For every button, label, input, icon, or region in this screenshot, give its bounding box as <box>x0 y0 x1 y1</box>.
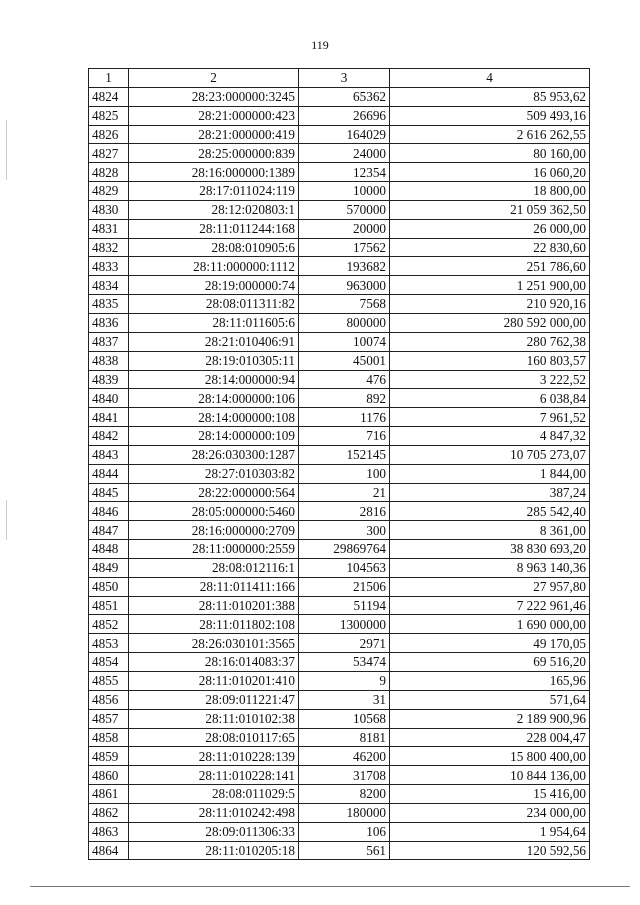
area-cell: 24000 <box>299 144 390 163</box>
cadastral-value-cell: 1 251 900,00 <box>390 276 590 295</box>
area-cell: 12354 <box>299 163 390 182</box>
row-number-cell: 4854 <box>89 653 129 672</box>
row-number-cell: 4843 <box>89 445 129 464</box>
table-row <box>89 351 590 370</box>
table-row <box>89 596 590 615</box>
cadastral-number-cell: 28:21:000000:423 <box>129 106 299 125</box>
table-row <box>89 182 590 201</box>
row-number-cell: 4835 <box>89 295 129 314</box>
row-number-cell: 4836 <box>89 313 129 332</box>
cadastral-value-cell: 8 361,00 <box>390 521 590 540</box>
cadastral-value-cell: 2 189 900,96 <box>390 709 590 728</box>
area-cell: 26696 <box>299 106 390 125</box>
cadastral-number-cell: 28:14:000000:109 <box>129 427 299 446</box>
row-number-cell: 4826 <box>89 125 129 144</box>
row-number-cell: 4844 <box>89 464 129 483</box>
cadastral-number-cell: 28:14:000000:106 <box>129 389 299 408</box>
area-cell: 963000 <box>299 276 390 295</box>
area-cell: 300 <box>299 521 390 540</box>
area-cell: 106 <box>299 822 390 841</box>
row-number-cell: 4828 <box>89 163 129 182</box>
area-cell: 2971 <box>299 634 390 653</box>
row-number-cell: 4841 <box>89 408 129 427</box>
row-number-cell: 4837 <box>89 332 129 351</box>
area-cell: 193682 <box>299 257 390 276</box>
column-header-1: 1 <box>89 69 129 88</box>
cadastral-value-cell: 2 616 262,55 <box>390 125 590 144</box>
cadastral-value-cell: 387,24 <box>390 483 590 502</box>
row-number-cell: 4850 <box>89 577 129 596</box>
cadastral-value-cell: 120 592,56 <box>390 841 590 860</box>
cadastral-value-cell: 280 762,38 <box>390 332 590 351</box>
cadastral-number-cell: 28:11:010102:38 <box>129 709 299 728</box>
row-number-cell: 4833 <box>89 257 129 276</box>
row-number-cell: 4852 <box>89 615 129 634</box>
area-cell: 21506 <box>299 577 390 596</box>
area-cell: 10000 <box>299 182 390 201</box>
cadastral-value-cell: 1 844,00 <box>390 464 590 483</box>
cadastral-number-cell: 28:08:010905:6 <box>129 238 299 257</box>
cadastral-number-cell: 28:23:000000:3245 <box>129 87 299 106</box>
row-number-cell: 4840 <box>89 389 129 408</box>
row-number-cell: 4862 <box>89 803 129 822</box>
table-row <box>89 200 590 219</box>
row-number-cell: 4839 <box>89 370 129 389</box>
cadastral-number-cell: 28:11:010228:141 <box>129 766 299 785</box>
cadastral-number-cell: 28:11:000000:2559 <box>129 540 299 559</box>
cadastral-value-cell: 10 705 273,07 <box>390 445 590 464</box>
cadastral-number-cell: 28:11:011411:166 <box>129 577 299 596</box>
page-number: 119 <box>311 38 329 52</box>
row-number-cell: 4842 <box>89 427 129 446</box>
table-row <box>89 634 590 653</box>
table-row <box>89 276 590 295</box>
cadastral-value-cell: 49 170,05 <box>390 634 590 653</box>
row-number-cell: 4845 <box>89 483 129 502</box>
area-cell: 65362 <box>299 87 390 106</box>
cadastral-number-cell: 28:14:000000:94 <box>129 370 299 389</box>
table-row <box>89 144 590 163</box>
area-cell: 53474 <box>299 653 390 672</box>
cadastral-value-cell: 210 920,16 <box>390 295 590 314</box>
area-cell: 46200 <box>299 747 390 766</box>
row-number-cell: 4847 <box>89 521 129 540</box>
scan-margin-mark <box>6 500 7 540</box>
table-row <box>89 483 590 502</box>
cadastral-number-cell: 28:14:000000:108 <box>129 408 299 427</box>
area-cell: 20000 <box>299 219 390 238</box>
cadastral-value-cell: 1 954,64 <box>390 822 590 841</box>
table-row <box>89 370 590 389</box>
area-cell: 1176 <box>299 408 390 427</box>
area-cell: 2816 <box>299 502 390 521</box>
table-row <box>89 106 590 125</box>
cadastral-number-cell: 28:19:000000:74 <box>129 276 299 295</box>
table-row <box>89 87 590 106</box>
cadastral-number-cell: 28:11:010201:410 <box>129 672 299 691</box>
row-number-cell: 4848 <box>89 540 129 559</box>
cadastral-value-cell: 8 963 140,36 <box>390 558 590 577</box>
cadastral-number-cell: 28:16:000000:1389 <box>129 163 299 182</box>
cadastral-value-cell: 21 059 362,50 <box>390 200 590 219</box>
cadastral-value-cell: 18 800,00 <box>390 182 590 201</box>
row-number-cell: 4860 <box>89 766 129 785</box>
table-row <box>89 728 590 747</box>
area-cell: 9 <box>299 672 390 691</box>
cadastral-value-cell: 38 830 693,20 <box>390 540 590 559</box>
row-number-cell: 4853 <box>89 634 129 653</box>
cadastral-value-cell: 1 690 000,00 <box>390 615 590 634</box>
cadastral-number-cell: 28:11:010242:498 <box>129 803 299 822</box>
area-cell: 180000 <box>299 803 390 822</box>
cadastral-number-cell: 28:25:000000:839 <box>129 144 299 163</box>
table-row <box>89 558 590 577</box>
cadastral-number-cell: 28:26:030101:3565 <box>129 634 299 653</box>
table-row <box>89 427 590 446</box>
table-row <box>89 803 590 822</box>
column-header-3: 3 <box>299 69 390 88</box>
page-bottom-edge <box>30 886 630 887</box>
table-row <box>89 841 590 860</box>
row-number-cell: 4858 <box>89 728 129 747</box>
table-row <box>89 125 590 144</box>
table-row <box>89 163 590 182</box>
table-row <box>89 540 590 559</box>
column-header-2: 2 <box>129 69 299 88</box>
table-row <box>89 577 590 596</box>
cadastral-number-cell: 28:11:010201:388 <box>129 596 299 615</box>
area-cell: 29869764 <box>299 540 390 559</box>
table-row <box>89 219 590 238</box>
row-number-cell: 4861 <box>89 785 129 804</box>
cadastral-value-cell: 285 542,40 <box>390 502 590 521</box>
table-row <box>89 766 590 785</box>
cadastral-value-cell: 80 160,00 <box>390 144 590 163</box>
area-cell: 10568 <box>299 709 390 728</box>
cadastral-value-cell: 69 516,20 <box>390 653 590 672</box>
area-cell: 17562 <box>299 238 390 257</box>
area-cell: 10074 <box>299 332 390 351</box>
row-number-cell: 4863 <box>89 822 129 841</box>
cadastral-number-cell: 28:08:011029:5 <box>129 785 299 804</box>
cadastral-number-cell: 28:22:000000:564 <box>129 483 299 502</box>
cadastral-number-cell: 28:21:000000:419 <box>129 125 299 144</box>
table-row <box>89 747 590 766</box>
cadastral-number-cell: 28:17:011024:119 <box>129 182 299 201</box>
cadastral-value-cell: 27 957,80 <box>390 577 590 596</box>
area-cell: 800000 <box>299 313 390 332</box>
area-cell: 8200 <box>299 785 390 804</box>
cadastral-number-cell: 28:11:011605:6 <box>129 313 299 332</box>
table-row <box>89 238 590 257</box>
cadastral-value-cell: 7 222 961,46 <box>390 596 590 615</box>
table-row <box>89 295 590 314</box>
cadastral-value-cell: 165,96 <box>390 672 590 691</box>
cadastral-value-cell: 160 803,57 <box>390 351 590 370</box>
area-cell: 31 <box>299 690 390 709</box>
cadastral-value-cell: 509 493,16 <box>390 106 590 125</box>
table-row <box>89 521 590 540</box>
cadastral-number-cell: 28:11:011244:168 <box>129 219 299 238</box>
cadastral-value-cell: 16 060,20 <box>390 163 590 182</box>
cadastral-number-cell: 28:08:011311:82 <box>129 295 299 314</box>
cadastral-number-cell: 28:05:000000:5460 <box>129 502 299 521</box>
table-row <box>89 672 590 691</box>
cadastral-value-cell: 280 592 000,00 <box>390 313 590 332</box>
cadastral-value-cell: 15 800 400,00 <box>390 747 590 766</box>
table-body <box>89 87 590 860</box>
cadastral-number-cell: 28:11:000000:1112 <box>129 257 299 276</box>
table-row <box>89 313 590 332</box>
cadastral-value-table <box>88 68 590 860</box>
table-row <box>89 389 590 408</box>
table-row <box>89 615 590 634</box>
cadastral-number-cell: 28:21:010406:91 <box>129 332 299 351</box>
row-number-cell: 4824 <box>89 87 129 106</box>
table-row <box>89 332 590 351</box>
table-row <box>89 690 590 709</box>
cadastral-value-cell: 6 038,84 <box>390 389 590 408</box>
area-cell: 7568 <box>299 295 390 314</box>
cadastral-number-cell: 28:11:011802:108 <box>129 615 299 634</box>
area-cell: 100 <box>299 464 390 483</box>
table-row <box>89 408 590 427</box>
table-row <box>89 653 590 672</box>
cadastral-value-cell: 4 847,32 <box>390 427 590 446</box>
row-number-cell: 4825 <box>89 106 129 125</box>
table-row <box>89 709 590 728</box>
area-cell: 716 <box>299 427 390 446</box>
cadastral-value-cell: 26 000,00 <box>390 219 590 238</box>
table-row <box>89 445 590 464</box>
row-number-cell: 4834 <box>89 276 129 295</box>
row-number-cell: 4846 <box>89 502 129 521</box>
table-row <box>89 257 590 276</box>
cadastral-number-cell: 28:11:010228:139 <box>129 747 299 766</box>
area-cell: 45001 <box>299 351 390 370</box>
cadastral-value-cell: 228 004,47 <box>390 728 590 747</box>
row-number-cell: 4849 <box>89 558 129 577</box>
row-number-cell: 4831 <box>89 219 129 238</box>
row-number-cell: 4827 <box>89 144 129 163</box>
scan-margin-mark <box>6 120 7 180</box>
cadastral-number-cell: 28:09:011306:33 <box>129 822 299 841</box>
area-cell: 570000 <box>299 200 390 219</box>
cadastral-value-cell: 7 961,52 <box>390 408 590 427</box>
cadastral-value-cell: 22 830,60 <box>390 238 590 257</box>
area-cell: 152145 <box>299 445 390 464</box>
row-number-cell: 4838 <box>89 351 129 370</box>
row-number-cell: 4829 <box>89 182 129 201</box>
row-number-cell: 4864 <box>89 841 129 860</box>
cadastral-number-cell: 28:19:010305:11 <box>129 351 299 370</box>
cadastral-number-cell: 28:08:010117:65 <box>129 728 299 747</box>
cadastral-value-cell: 3 222,52 <box>390 370 590 389</box>
cadastral-value-cell: 15 416,00 <box>390 785 590 804</box>
row-number-cell: 4830 <box>89 200 129 219</box>
cadastral-number-cell: 28:16:014083:37 <box>129 653 299 672</box>
cadastral-number-cell: 28:12:020803:1 <box>129 200 299 219</box>
cadastral-number-cell: 28:08:012116:1 <box>129 558 299 577</box>
cadastral-number-cell: 28:26:030300:1287 <box>129 445 299 464</box>
area-cell: 476 <box>299 370 390 389</box>
row-number-cell: 4855 <box>89 672 129 691</box>
table-row <box>89 464 590 483</box>
area-cell: 8181 <box>299 728 390 747</box>
area-cell: 1300000 <box>299 615 390 634</box>
cadastral-value-cell: 251 786,60 <box>390 257 590 276</box>
row-number-cell: 4859 <box>89 747 129 766</box>
cadastral-value-cell: 85 953,62 <box>390 87 590 106</box>
cadastral-value-cell: 571,64 <box>390 690 590 709</box>
cadastral-value-cell: 234 000,00 <box>390 803 590 822</box>
cadastral-number-cell: 28:27:010303:82 <box>129 464 299 483</box>
row-number-cell: 4851 <box>89 596 129 615</box>
column-header-4: 4 <box>390 69 590 88</box>
area-cell: 31708 <box>299 766 390 785</box>
cadastral-value-cell: 10 844 136,00 <box>390 766 590 785</box>
cadastral-number-cell: 28:11:010205:18 <box>129 841 299 860</box>
cadastral-number-cell: 28:16:000000:2709 <box>129 521 299 540</box>
area-cell: 21 <box>299 483 390 502</box>
area-cell: 51194 <box>299 596 390 615</box>
area-cell: 892 <box>299 389 390 408</box>
area-cell: 164029 <box>299 125 390 144</box>
cadastral-number-cell: 28:09:011221:47 <box>129 690 299 709</box>
row-number-cell: 4856 <box>89 690 129 709</box>
area-cell: 104563 <box>299 558 390 577</box>
table-row <box>89 785 590 804</box>
area-cell: 561 <box>299 841 390 860</box>
row-number-cell: 4857 <box>89 709 129 728</box>
table-row <box>89 822 590 841</box>
table-row <box>89 502 590 521</box>
table-header-row <box>89 69 590 88</box>
row-number-cell: 4832 <box>89 238 129 257</box>
